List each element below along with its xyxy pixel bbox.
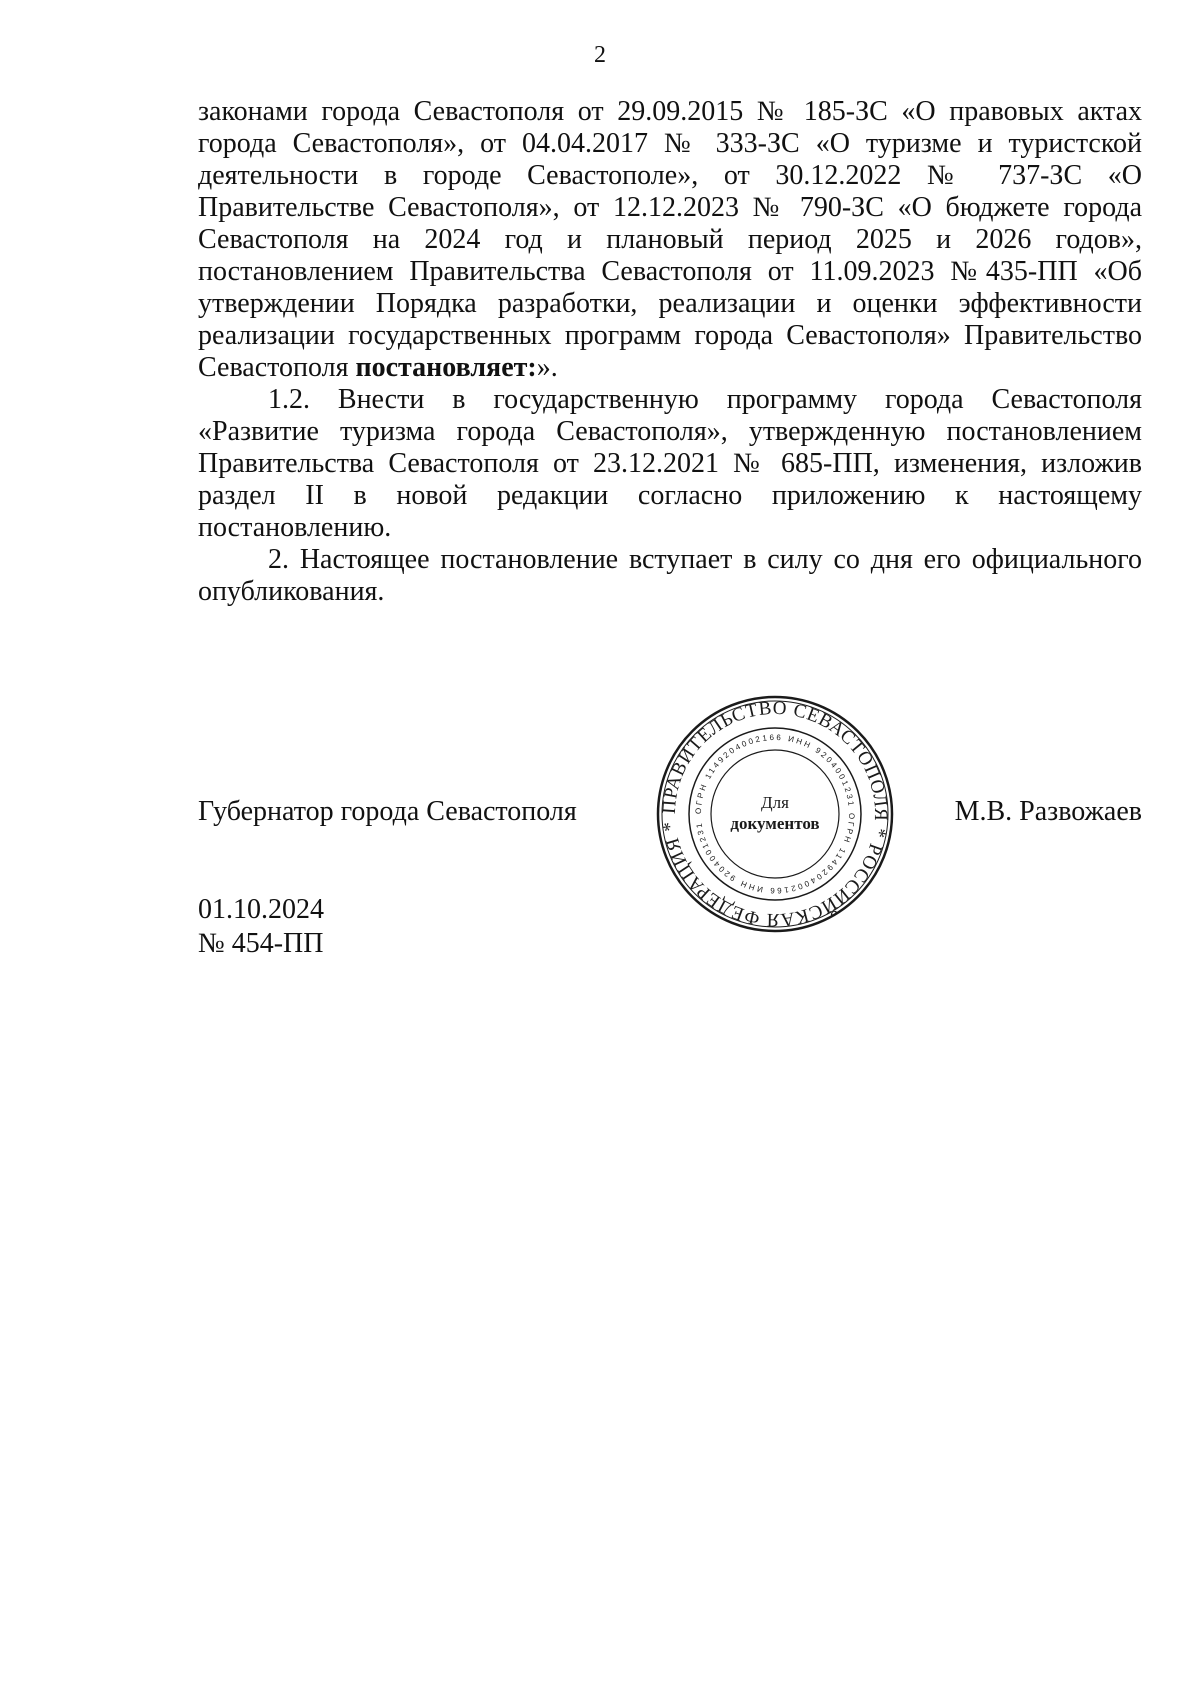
document-date: 01.10.2024: [198, 894, 324, 925]
paragraph-1-bold: постановляет:: [355, 352, 537, 383]
seal-center-line2: документов: [730, 814, 820, 833]
official-seal: [656, 695, 894, 933]
seal-outer-text: ПРАВИТЕЛЬСТВО СЕВАСТОПОЛЯ * РОССИЙСКАЯ ФЕДЕРАЦИЯ *: [658, 697, 892, 931]
document-info: [198, 893, 324, 961]
paragraph-1-text: законами города Севастополя от 29.09.2015 № 185-ЗС «О правовых актах города Севастополя», от 04.04.2017 № 333-ЗС «О туризме и туристской деятельности в городе Севастополе», от 30.12.2022 № 737-ЗС «О Правительстве Севастополя», от 12.12.2023 № 790-ЗС «О бюджете города Севастополя на 2024 год и плановый период 2025 и 2026 годов», постановлением Правительства Севастополя от 11.09.2023 №435-ПП «Об утверждении Порядка разработки, реализации и оценки эффективности реализации государственных программ города Севастополя» Правительство Севастополя: [198, 96, 1142, 383]
seal-inner-text: ОГРН 1149204002166 ИНН 9204001231 ОГРН 1149204002166 ИНН 9204001231: [693, 732, 857, 896]
signatory-position: Губернатор города Севастополя: [198, 796, 577, 827]
page-number: 2: [594, 42, 606, 68]
document-number: № 454-ПП: [198, 928, 324, 959]
signatory-name: М.В. Развожаев: [954, 796, 1142, 827]
seal-center-line1: Для: [761, 793, 789, 812]
document-body: [198, 96, 1142, 608]
paragraph-3: 2. Настоящее постановление вступает в силу со дня его официального опубликования.: [198, 544, 1142, 607]
paragraph-1: [198, 96, 1142, 384]
paragraph-1-end: ».: [536, 352, 558, 383]
paragraph-2: 1.2. Внести в государственную программу города Севастополя «Развитие туризма города Севастополя», утвержденную постановлением Правительства Севастополя от 23.12.2021 № 685-ПП, изменения, изложив раздел II в новой редакции согласно приложению к настоящему постановлению.: [198, 384, 1142, 543]
